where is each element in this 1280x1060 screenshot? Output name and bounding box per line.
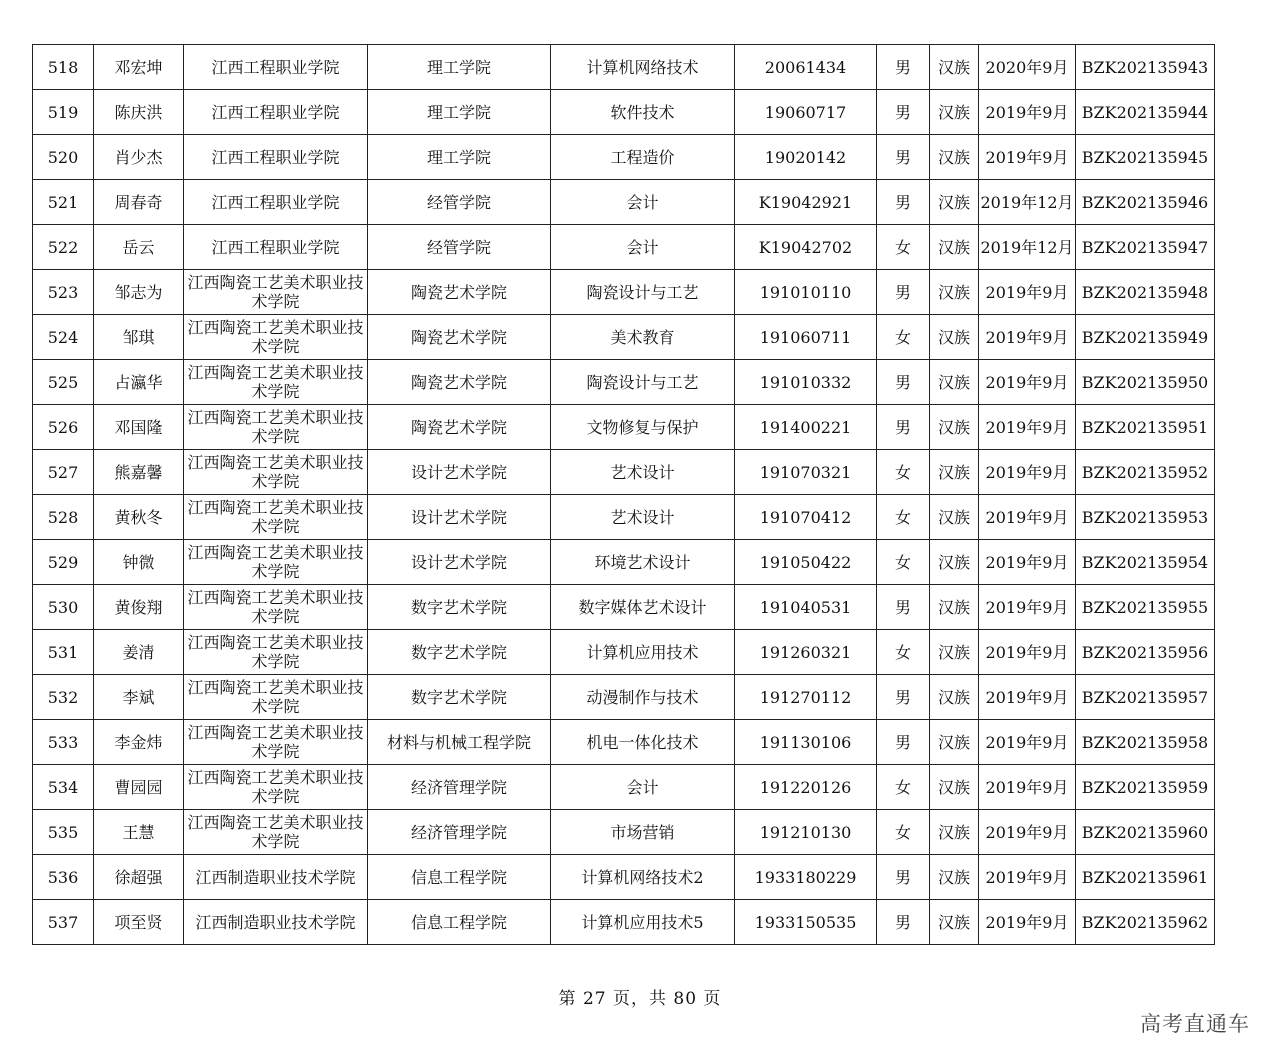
- certificate-number-cell: BZK202135961: [1076, 855, 1215, 900]
- school-cell: 江西陶瓷工艺美术职业技术学院: [184, 360, 368, 405]
- table-row: [33, 720, 1215, 765]
- student-id-cell: 191040531: [735, 585, 877, 630]
- table-row: [33, 315, 1215, 360]
- certificate-number-cell: BZK202135947: [1076, 225, 1215, 270]
- certificate-number-cell: BZK202135956: [1076, 630, 1215, 675]
- student-name-cell: 项至贤: [94, 900, 184, 945]
- student-name-cell: 周春奇: [94, 180, 184, 225]
- row-number-cell: 531: [33, 630, 94, 675]
- student-roster-table: [32, 44, 1215, 945]
- ethnicity-cell: 汉族: [930, 225, 979, 270]
- student-name-cell: 肖少杰: [94, 135, 184, 180]
- ethnicity-cell: 汉族: [930, 630, 979, 675]
- ethnicity-cell: 汉族: [930, 135, 979, 180]
- certificate-number-cell: BZK202135962: [1076, 900, 1215, 945]
- row-number-cell: 527: [33, 450, 94, 495]
- ethnicity-cell: 汉族: [930, 180, 979, 225]
- gender-cell: 女: [877, 315, 930, 360]
- school-cell: 江西工程职业学院: [184, 45, 368, 90]
- college-cell: 数字艺术学院: [368, 675, 551, 720]
- certificate-number-cell: BZK202135943: [1076, 45, 1215, 90]
- row-number-cell: 522: [33, 225, 94, 270]
- certificate-number-cell: BZK202135953: [1076, 495, 1215, 540]
- gender-cell: 女: [877, 765, 930, 810]
- college-cell: 材料与机械工程学院: [368, 720, 551, 765]
- college-cell: 理工学院: [368, 135, 551, 180]
- major-cell: 会计: [551, 765, 735, 810]
- college-cell: 陶瓷艺术学院: [368, 360, 551, 405]
- ethnicity-cell: 汉族: [930, 810, 979, 855]
- certificate-number-cell: BZK202135946: [1076, 180, 1215, 225]
- major-cell: 会计: [551, 180, 735, 225]
- gender-cell: 男: [877, 90, 930, 135]
- school-cell: 江西工程职业学院: [184, 225, 368, 270]
- table-row: [33, 495, 1215, 540]
- college-cell: 理工学院: [368, 90, 551, 135]
- gender-cell: 女: [877, 540, 930, 585]
- table-row: [33, 855, 1215, 900]
- school-cell: 江西陶瓷工艺美术职业技术学院: [184, 450, 368, 495]
- college-cell: 经济管理学院: [368, 810, 551, 855]
- row-number-cell: 535: [33, 810, 94, 855]
- student-id-cell: 191070412: [735, 495, 877, 540]
- gender-cell: 女: [877, 450, 930, 495]
- ethnicity-cell: 汉族: [930, 720, 979, 765]
- college-cell: 设计艺术学院: [368, 540, 551, 585]
- school-cell: 江西工程职业学院: [184, 135, 368, 180]
- school-cell: 江西制造职业技术学院: [184, 855, 368, 900]
- student-id-cell: K19042921: [735, 180, 877, 225]
- gender-cell: 男: [877, 45, 930, 90]
- row-number-cell: 525: [33, 360, 94, 405]
- intake-date-cell: 2019年9月: [979, 900, 1076, 945]
- major-cell: 机电一体化技术: [551, 720, 735, 765]
- major-cell: 环境艺术设计: [551, 540, 735, 585]
- intake-date-cell: 2019年9月: [979, 720, 1076, 765]
- gender-cell: 男: [877, 180, 930, 225]
- row-number-cell: 521: [33, 180, 94, 225]
- school-cell: 江西陶瓷工艺美术职业技术学院: [184, 720, 368, 765]
- school-cell: 江西陶瓷工艺美术职业技术学院: [184, 810, 368, 855]
- student-id-cell: 191070321: [735, 450, 877, 495]
- row-number-cell: 524: [33, 315, 94, 360]
- college-cell: 信息工程学院: [368, 900, 551, 945]
- gender-cell: 男: [877, 585, 930, 630]
- college-cell: 信息工程学院: [368, 855, 551, 900]
- intake-date-cell: 2019年9月: [979, 810, 1076, 855]
- ethnicity-cell: 汉族: [930, 540, 979, 585]
- major-cell: 计算机网络技术: [551, 45, 735, 90]
- college-cell: 数字艺术学院: [368, 585, 551, 630]
- table-row: [33, 360, 1215, 405]
- student-id-cell: 191130106: [735, 720, 877, 765]
- school-cell: 江西工程职业学院: [184, 90, 368, 135]
- intake-date-cell: 2019年9月: [979, 495, 1076, 540]
- table-row: [33, 630, 1215, 675]
- gender-cell: 女: [877, 495, 930, 540]
- gender-cell: 男: [877, 720, 930, 765]
- student-id-cell: 191220126: [735, 765, 877, 810]
- student-name-cell: 黄秋冬: [94, 495, 184, 540]
- row-number-cell: 529: [33, 540, 94, 585]
- intake-date-cell: 2019年9月: [979, 405, 1076, 450]
- table-row: [33, 180, 1215, 225]
- intake-date-cell: 2019年9月: [979, 450, 1076, 495]
- student-name-cell: 钟微: [94, 540, 184, 585]
- student-name-cell: 黄俊翔: [94, 585, 184, 630]
- student-name-cell: 王慧: [94, 810, 184, 855]
- major-cell: 美术教育: [551, 315, 735, 360]
- major-cell: 陶瓷设计与工艺: [551, 360, 735, 405]
- college-cell: 陶瓷艺术学院: [368, 405, 551, 450]
- intake-date-cell: 2019年9月: [979, 630, 1076, 675]
- college-cell: 陶瓷艺术学院: [368, 315, 551, 360]
- student-id-cell: 1933150535: [735, 900, 877, 945]
- college-cell: 数字艺术学院: [368, 630, 551, 675]
- student-id-cell: 191270112: [735, 675, 877, 720]
- certificate-number-cell: BZK202135954: [1076, 540, 1215, 585]
- student-name-cell: 李斌: [94, 675, 184, 720]
- school-cell: 江西陶瓷工艺美术职业技术学院: [184, 405, 368, 450]
- intake-date-cell: 2019年12月: [979, 180, 1076, 225]
- intake-date-cell: 2019年9月: [979, 585, 1076, 630]
- table-row: [33, 675, 1215, 720]
- school-cell: 江西陶瓷工艺美术职业技术学院: [184, 630, 368, 675]
- school-cell: 江西工程职业学院: [184, 180, 368, 225]
- table-row: [33, 225, 1215, 270]
- row-number-cell: 528: [33, 495, 94, 540]
- student-name-cell: 徐超强: [94, 855, 184, 900]
- student-id-cell: 19020142: [735, 135, 877, 180]
- intake-date-cell: 2019年9月: [979, 315, 1076, 360]
- ethnicity-cell: 汉族: [930, 495, 979, 540]
- table-row: [33, 810, 1215, 855]
- student-name-cell: 曹园园: [94, 765, 184, 810]
- table-row: [33, 270, 1215, 315]
- table-row: [33, 540, 1215, 585]
- gender-cell: 男: [877, 270, 930, 315]
- row-number-cell: 526: [33, 405, 94, 450]
- gender-cell: 男: [877, 675, 930, 720]
- major-cell: 动漫制作与技术: [551, 675, 735, 720]
- ethnicity-cell: 汉族: [930, 450, 979, 495]
- school-cell: 江西陶瓷工艺美术职业技术学院: [184, 315, 368, 360]
- student-id-cell: 191400221: [735, 405, 877, 450]
- student-name-cell: 姜清: [94, 630, 184, 675]
- college-cell: 设计艺术学院: [368, 495, 551, 540]
- table-row: [33, 900, 1215, 945]
- certificate-number-cell: BZK202135957: [1076, 675, 1215, 720]
- student-name-cell: 熊嘉馨: [94, 450, 184, 495]
- student-id-cell: 191060711: [735, 315, 877, 360]
- certificate-number-cell: BZK202135949: [1076, 315, 1215, 360]
- certificate-number-cell: BZK202135944: [1076, 90, 1215, 135]
- school-cell: 江西陶瓷工艺美术职业技术学院: [184, 270, 368, 315]
- major-cell: 数字媒体艺术设计: [551, 585, 735, 630]
- ethnicity-cell: 汉族: [930, 585, 979, 630]
- major-cell: 艺术设计: [551, 495, 735, 540]
- school-cell: 江西制造职业技术学院: [184, 900, 368, 945]
- major-cell: 工程造价: [551, 135, 735, 180]
- major-cell: 文物修复与保护: [551, 405, 735, 450]
- ethnicity-cell: 汉族: [930, 360, 979, 405]
- row-number-cell: 523: [33, 270, 94, 315]
- ethnicity-cell: 汉族: [930, 765, 979, 810]
- certificate-number-cell: BZK202135945: [1076, 135, 1215, 180]
- major-cell: 陶瓷设计与工艺: [551, 270, 735, 315]
- school-cell: 江西陶瓷工艺美术职业技术学院: [184, 495, 368, 540]
- college-cell: 经管学院: [368, 180, 551, 225]
- intake-date-cell: 2020年9月: [979, 45, 1076, 90]
- student-name-cell: 邹志为: [94, 270, 184, 315]
- student-id-cell: 191260321: [735, 630, 877, 675]
- school-cell: 江西陶瓷工艺美术职业技术学院: [184, 585, 368, 630]
- intake-date-cell: 2019年9月: [979, 765, 1076, 810]
- school-cell: 江西陶瓷工艺美术职业技术学院: [184, 675, 368, 720]
- ethnicity-cell: 汉族: [930, 405, 979, 450]
- major-cell: 计算机应用技术5: [551, 900, 735, 945]
- gender-cell: 女: [877, 630, 930, 675]
- certificate-number-cell: BZK202135950: [1076, 360, 1215, 405]
- ethnicity-cell: 汉族: [930, 90, 979, 135]
- student-name-cell: 李金炜: [94, 720, 184, 765]
- ethnicity-cell: 汉族: [930, 270, 979, 315]
- row-number-cell: 537: [33, 900, 94, 945]
- ethnicity-cell: 汉族: [930, 675, 979, 720]
- certificate-number-cell: BZK202135959: [1076, 765, 1215, 810]
- student-id-cell: 19060717: [735, 90, 877, 135]
- row-number-cell: 518: [33, 45, 94, 90]
- college-cell: 设计艺术学院: [368, 450, 551, 495]
- ethnicity-cell: 汉族: [930, 45, 979, 90]
- certificate-number-cell: BZK202135955: [1076, 585, 1215, 630]
- intake-date-cell: 2019年12月: [979, 225, 1076, 270]
- student-name-cell: 邓宏坤: [94, 45, 184, 90]
- ethnicity-cell: 汉族: [930, 900, 979, 945]
- roster-body: [33, 45, 1215, 945]
- college-cell: 经济管理学院: [368, 765, 551, 810]
- row-number-cell: 519: [33, 90, 94, 135]
- intake-date-cell: 2019年9月: [979, 135, 1076, 180]
- major-cell: 计算机网络技术2: [551, 855, 735, 900]
- table-row: [33, 585, 1215, 630]
- student-name-cell: 邹琪: [94, 315, 184, 360]
- intake-date-cell: 2019年9月: [979, 855, 1076, 900]
- intake-date-cell: 2019年9月: [979, 360, 1076, 405]
- major-cell: 软件技术: [551, 90, 735, 135]
- row-number-cell: 520: [33, 135, 94, 180]
- gender-cell: 男: [877, 405, 930, 450]
- intake-date-cell: 2019年9月: [979, 270, 1076, 315]
- gender-cell: 男: [877, 900, 930, 945]
- major-cell: 会计: [551, 225, 735, 270]
- major-cell: 艺术设计: [551, 450, 735, 495]
- gender-cell: 男: [877, 135, 930, 180]
- school-cell: 江西陶瓷工艺美术职业技术学院: [184, 540, 368, 585]
- row-number-cell: 534: [33, 765, 94, 810]
- table-row: [33, 450, 1215, 495]
- certificate-number-cell: BZK202135951: [1076, 405, 1215, 450]
- certificate-number-cell: BZK202135948: [1076, 270, 1215, 315]
- gender-cell: 女: [877, 225, 930, 270]
- college-cell: 理工学院: [368, 45, 551, 90]
- certificate-number-cell: BZK202135960: [1076, 810, 1215, 855]
- student-name-cell: 陈庆洪: [94, 90, 184, 135]
- student-id-cell: 191050422: [735, 540, 877, 585]
- table-row: [33, 90, 1215, 135]
- college-cell: 经管学院: [368, 225, 551, 270]
- table-row: [33, 765, 1215, 810]
- student-id-cell: 191010332: [735, 360, 877, 405]
- ethnicity-cell: 汉族: [930, 855, 979, 900]
- certificate-number-cell: BZK202135958: [1076, 720, 1215, 765]
- college-cell: 陶瓷艺术学院: [368, 270, 551, 315]
- intake-date-cell: 2019年9月: [979, 540, 1076, 585]
- student-name-cell: 邓国隆: [94, 405, 184, 450]
- watermark-text: 高考直通车: [1140, 1012, 1250, 1036]
- gender-cell: 女: [877, 810, 930, 855]
- table-row: [33, 405, 1215, 450]
- row-number-cell: 536: [33, 855, 94, 900]
- row-number-cell: 530: [33, 585, 94, 630]
- ethnicity-cell: 汉族: [930, 315, 979, 360]
- student-id-cell: 191010110: [735, 270, 877, 315]
- table-row: [33, 45, 1215, 90]
- student-id-cell: 191210130: [735, 810, 877, 855]
- student-id-cell: 20061434: [735, 45, 877, 90]
- table-row: [33, 135, 1215, 180]
- row-number-cell: 532: [33, 675, 94, 720]
- gender-cell: 男: [877, 360, 930, 405]
- gender-cell: 男: [877, 855, 930, 900]
- major-cell: 计算机应用技术: [551, 630, 735, 675]
- major-cell: 市场营销: [551, 810, 735, 855]
- certificate-number-cell: BZK202135952: [1076, 450, 1215, 495]
- intake-date-cell: 2019年9月: [979, 675, 1076, 720]
- row-number-cell: 533: [33, 720, 94, 765]
- page-number: 第 27 页，共 80 页: [558, 989, 722, 1009]
- school-cell: 江西陶瓷工艺美术职业技术学院: [184, 765, 368, 810]
- intake-date-cell: 2019年9月: [979, 90, 1076, 135]
- student-name-cell: 岳云: [94, 225, 184, 270]
- student-id-cell: K19042702: [735, 225, 877, 270]
- student-name-cell: 占瀛华: [94, 360, 184, 405]
- student-id-cell: 1933180229: [735, 855, 877, 900]
